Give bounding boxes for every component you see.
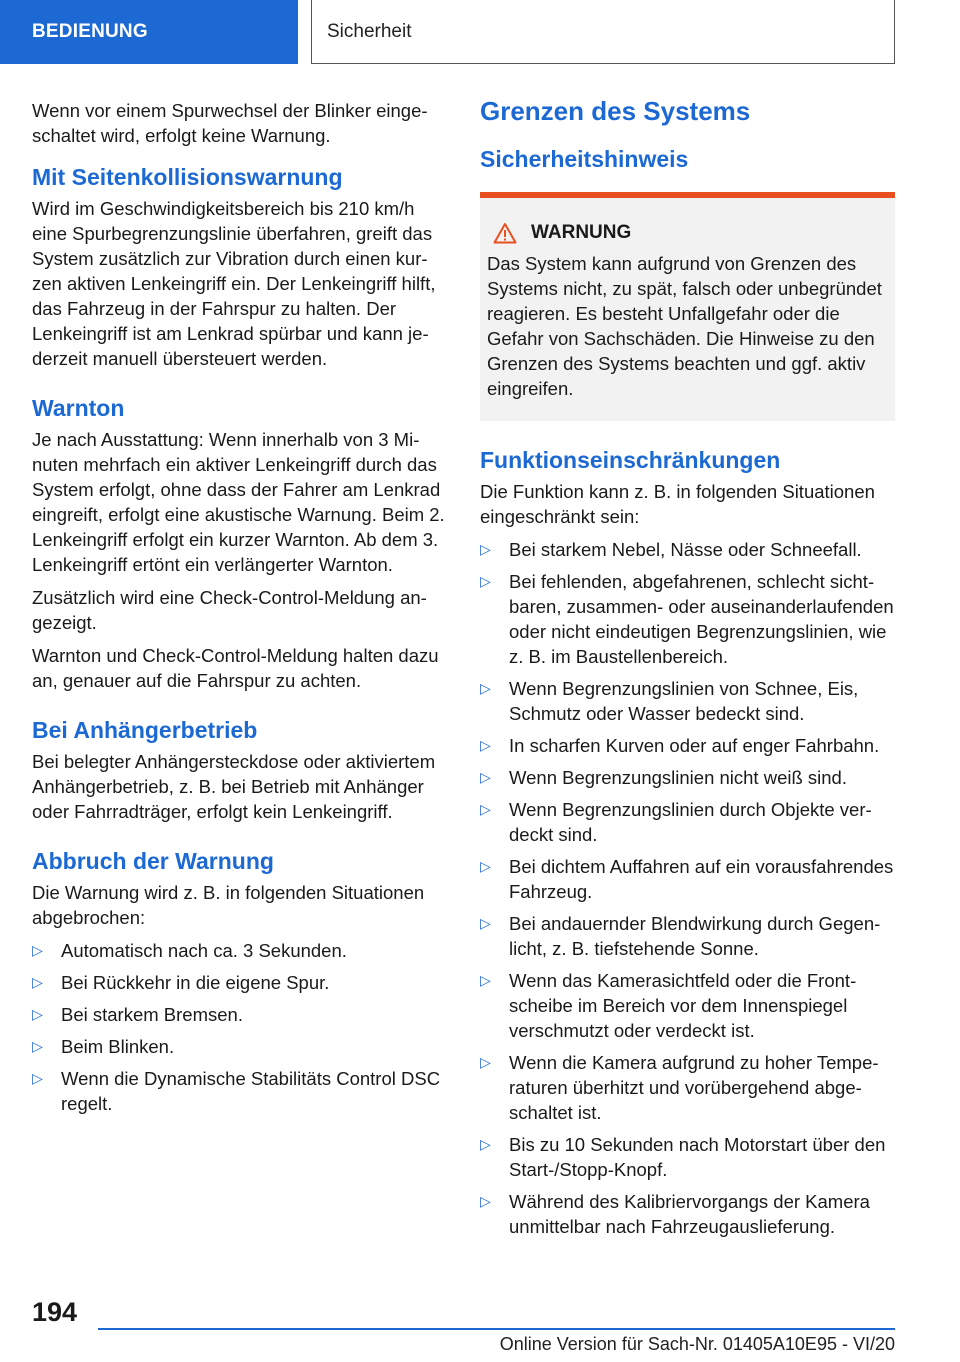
triangle-right-icon: ▷ bbox=[480, 769, 491, 785]
heading-abbruch: Abbruch der Warnung bbox=[32, 848, 274, 874]
triangle-right-icon: ▷ bbox=[480, 972, 491, 988]
triangle-right-icon: ▷ bbox=[480, 541, 491, 557]
chapter-title: Sicherheit bbox=[311, 0, 895, 64]
triangle-right-icon: ▷ bbox=[480, 915, 491, 931]
list-item: ▷ Bis zu 10 Sekunden nach Motorstart über den Start-/Stopp-Knopf. bbox=[480, 1134, 886, 1180]
list-item: ▷ Beim Blinken. bbox=[32, 1036, 175, 1057]
page-number: 194 bbox=[32, 1297, 78, 1327]
triangle-right-icon: ▷ bbox=[480, 1193, 491, 1209]
heading-grenzen: Grenzen des Systems bbox=[480, 96, 751, 126]
paragraph-anhaenger: Bei belegter Anhängersteckdose oder aktiviertem Anhängerbetrieb, z. B. bei Betrieb mit Anhänger oder Fahrradträger, erfolgt kein Lenkeingriff. bbox=[32, 751, 436, 822]
list-item: ▷ Automatisch nach ca. 3 Sekunden. bbox=[32, 940, 347, 961]
list-item: ▷ Wenn Begrenzungslinien durch Objekte verdeckt sind. bbox=[480, 799, 872, 845]
triangle-right-icon: ▷ bbox=[32, 974, 43, 990]
intro-paragraph: Wenn vor einem Spurwechsel der Blinker eingeschaltet wird, erfolgt keine Warnung. bbox=[32, 100, 428, 146]
triangle-right-icon: ▷ bbox=[480, 1136, 491, 1152]
list-item: ▷ Wenn Begrenzungslinien von Schnee, Eis, Schmutz oder Wasser bedeckt sind. bbox=[480, 678, 859, 724]
list-item: ▷ Bei Rückkehr in die eigene Spur. bbox=[32, 972, 330, 993]
heading-warnton: Warnton bbox=[32, 395, 125, 421]
triangle-right-icon: ▷ bbox=[480, 573, 491, 589]
warning-box bbox=[480, 192, 895, 421]
paragraph-abbruch: Die Warnung wird z. B. in folgenden Situationen abgebrochen: bbox=[32, 882, 425, 928]
list-item: ▷ Bei starkem Nebel, Nässe oder Schneefall. bbox=[480, 539, 862, 560]
paragraph-warnton-1: Je nach Ausstattung: Wenn innerhalb von 3 Minuten mehrfach ein aktiver Lenkeingriff durch das System erfolgt, ohne dass der Fahrer am Lenkrad eingreift, erfolgt eine akustische Warnung. Beim 2. Lenkeingriff erfolgt ein kurzer Warnton. Ab dem 3. Lenkeingriff ertönt ein verlängerter Warnton. bbox=[32, 429, 445, 575]
triangle-right-icon: ▷ bbox=[32, 1038, 43, 1054]
paragraph-funktion: Die Funktion kann z. B. in folgenden Situationen eingeschränkt sein: bbox=[480, 481, 875, 527]
triangle-right-icon: ▷ bbox=[32, 1070, 43, 1086]
heading-funktionseinschraenkungen: Funktionseinschränkungen bbox=[480, 447, 781, 473]
list-item: ▷ Bei andauernder Blendwirkung durch Gegenlicht, z. B. tiefstehende Sonne. bbox=[480, 913, 881, 959]
triangle-right-icon: ▷ bbox=[480, 1054, 491, 1070]
triangle-right-icon: ▷ bbox=[480, 858, 491, 874]
list-item: ▷ Bei dichtem Auffahren auf ein vorausfahrendes Fahrzeug. bbox=[480, 856, 894, 902]
list-item: ▷ Wenn die Kamera aufgrund zu hoher Temperaturen überhitzt und vorübergehend abgeschaltet ist. bbox=[480, 1052, 879, 1123]
right-column bbox=[480, 98, 895, 1246]
triangle-right-icon: ▷ bbox=[480, 801, 491, 817]
abbruch-list bbox=[32, 938, 448, 1116]
heading-sicherheitshinweis: Sicherheitshinweis bbox=[480, 146, 689, 172]
list-item: ▷ Wenn das Kamerasichtfeld oder die Frontscheibe im Bereich vor dem Innenspiegel verschmutzt oder verdeckt ist. bbox=[480, 970, 857, 1041]
paragraph-seitenkollision: Wird im Geschwindigkeitsbereich bis 210 km/h eine Spurbegrenzungslinie überfahren, greift das System zusätzlich zur Vibration durch einen kurzen aktiven Lenkeingriff ein. Der Lenkeingriff hilft, das Fahrzeug in der Fahrspur zu halten. Der Lenkeingriff ist am Lenkrad spürbar und kann jederzeit manuell übersteuert werden. bbox=[32, 198, 436, 369]
triangle-right-icon: ▷ bbox=[480, 737, 491, 753]
list-item: ▷ Bei starkem Bremsen. bbox=[32, 1004, 243, 1025]
triangle-right-icon: ▷ bbox=[480, 680, 491, 696]
left-column bbox=[32, 98, 448, 1123]
list-item: ▷ Während des Kalibriervorgangs der Kamera unmittelbar nach Fahrzeugauslieferung. bbox=[480, 1191, 870, 1237]
triangle-right-icon: ▷ bbox=[32, 1006, 43, 1022]
list-item: ▷ Bei fehlenden, abgefahrenen, schlecht sichtbaren, zusammen- oder auseinanderlaufenden oder nicht eindeutigen Begrenzungslinien, wie z. B. im Baustellenbereich. bbox=[480, 571, 894, 667]
paragraph-warnton-2: Zusätzlich wird eine Check-Control-Meldung angezeigt. bbox=[32, 587, 427, 633]
heading-seitenkollision: Mit Seitenkollisionswarnung bbox=[32, 164, 343, 190]
triangle-right-icon: ▷ bbox=[32, 942, 43, 958]
list-item: ▷ Wenn die Dynamische Stabilitäts Control DSC regelt. bbox=[32, 1068, 441, 1114]
footer-text: Online Version für Sach-Nr. 01405A10E95 - VI/20 bbox=[499, 1334, 895, 1354]
page-header bbox=[0, 0, 960, 66]
list-item: ▷ Wenn Begrenzungslinien nicht weiß sind. bbox=[480, 767, 847, 788]
warning-title: WARNUNG bbox=[487, 220, 888, 245]
list-item: ▷ In scharfen Kurven oder auf enger Fahrbahn. bbox=[480, 735, 880, 756]
heading-anhaenger: Bei Anhängerbetrieb bbox=[32, 717, 258, 743]
paragraph-warnton-3: Warnton und Check-Control-Meldung halten dazu an, genauer auf die Fahrspur zu achten. bbox=[32, 645, 439, 691]
einschraenkungen-list bbox=[480, 537, 895, 1239]
warning-triangle-icon bbox=[493, 222, 517, 244]
section-tab: BEDIENUNG bbox=[0, 0, 298, 64]
warning-text: Das System kann aufgrund von Grenzen des Systems nicht, zu spät, falsch oder unbegründet reagieren. Es besteht Unfallgefahr oder die Gefahr von Sachschäden. Die Hinweise zu den Grenzen des Systems beachten und ggf. aktiv eingreifen. bbox=[487, 253, 882, 399]
footer-divider bbox=[98, 1328, 895, 1330]
